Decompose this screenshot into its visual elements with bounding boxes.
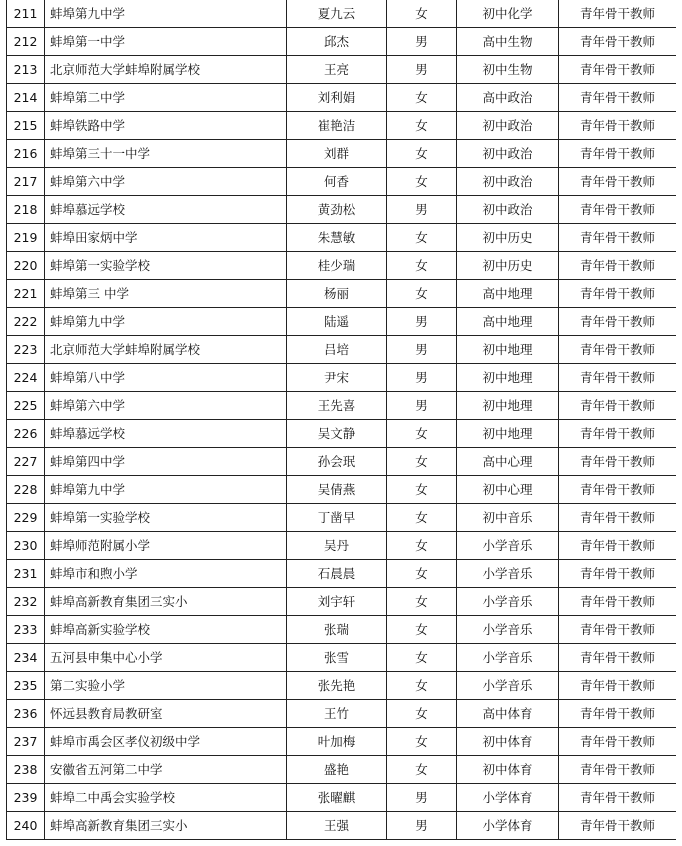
teacher-name-cell: 尹宋 bbox=[287, 364, 387, 392]
table-row bbox=[7, 448, 677, 476]
subject-cell: 初中历史 bbox=[457, 252, 559, 280]
school-cell: 蚌埠第九中学 bbox=[45, 476, 287, 504]
table-row bbox=[7, 644, 677, 672]
school-cell: 蚌埠慕远学校 bbox=[45, 420, 287, 448]
table-row bbox=[7, 168, 677, 196]
teacher-list-sheet bbox=[6, 0, 676, 846]
title-cell: 青年骨干教师 bbox=[559, 224, 677, 252]
subject-cell: 小学音乐 bbox=[457, 532, 559, 560]
teacher-name-cell: 王强 bbox=[287, 812, 387, 840]
table-row bbox=[7, 476, 677, 504]
title-cell: 青年骨干教师 bbox=[559, 448, 677, 476]
gender-cell: 女 bbox=[387, 644, 457, 672]
subject-cell: 初中政治 bbox=[457, 112, 559, 140]
row-number-cell: 216 bbox=[7, 140, 45, 168]
title-cell: 青年骨干教师 bbox=[559, 336, 677, 364]
school-cell: 蚌埠第四中学 bbox=[45, 448, 287, 476]
row-number-cell: 226 bbox=[7, 420, 45, 448]
gender-cell: 男 bbox=[387, 196, 457, 224]
school-cell: 蚌埠高新教育集团三实小 bbox=[45, 588, 287, 616]
school-cell: 蚌埠第一实验学校 bbox=[45, 252, 287, 280]
teacher-name-cell: 崔艳洁 bbox=[287, 112, 387, 140]
teacher-name-cell: 张瑞 bbox=[287, 616, 387, 644]
table-row bbox=[7, 700, 677, 728]
subject-cell: 高中生物 bbox=[457, 28, 559, 56]
table-row bbox=[7, 420, 677, 448]
row-number-cell: 214 bbox=[7, 84, 45, 112]
subject-cell: 初中地理 bbox=[457, 392, 559, 420]
table-row bbox=[7, 728, 677, 756]
subject-cell: 初中地理 bbox=[457, 336, 559, 364]
row-number-cell: 230 bbox=[7, 532, 45, 560]
row-number-cell: 234 bbox=[7, 644, 45, 672]
table-row bbox=[7, 560, 677, 588]
row-number-cell: 240 bbox=[7, 812, 45, 840]
subject-cell: 高中政治 bbox=[457, 84, 559, 112]
table-row bbox=[7, 336, 677, 364]
title-cell: 青年骨干教师 bbox=[559, 700, 677, 728]
subject-cell: 小学音乐 bbox=[457, 588, 559, 616]
gender-cell: 女 bbox=[387, 588, 457, 616]
school-cell: 蚌埠铁路中学 bbox=[45, 112, 287, 140]
teacher-name-cell: 王先喜 bbox=[287, 392, 387, 420]
gender-cell: 男 bbox=[387, 364, 457, 392]
row-number-cell: 222 bbox=[7, 308, 45, 336]
table-row bbox=[7, 532, 677, 560]
table-row bbox=[7, 224, 677, 252]
gender-cell: 女 bbox=[387, 140, 457, 168]
school-cell: 蚌埠二中禹会实验学校 bbox=[45, 784, 287, 812]
row-number-cell: 229 bbox=[7, 504, 45, 532]
teacher-name-cell: 邱杰 bbox=[287, 28, 387, 56]
gender-cell: 男 bbox=[387, 308, 457, 336]
subject-cell: 小学音乐 bbox=[457, 644, 559, 672]
teacher-name-cell: 王亮 bbox=[287, 56, 387, 84]
title-cell: 青年骨干教师 bbox=[559, 56, 677, 84]
row-number-cell: 237 bbox=[7, 728, 45, 756]
school-cell: 蚌埠市禹会区孝仪初级中学 bbox=[45, 728, 287, 756]
subject-cell: 小学音乐 bbox=[457, 672, 559, 700]
gender-cell: 女 bbox=[387, 420, 457, 448]
title-cell: 青年骨干教师 bbox=[559, 308, 677, 336]
gender-cell: 女 bbox=[387, 280, 457, 308]
subject-cell: 高中地理 bbox=[457, 308, 559, 336]
teacher-name-cell: 黄劲松 bbox=[287, 196, 387, 224]
teacher-name-cell: 吕培 bbox=[287, 336, 387, 364]
school-cell: 蚌埠第三十一中学 bbox=[45, 140, 287, 168]
title-cell: 青年骨干教师 bbox=[559, 560, 677, 588]
school-cell: 蚌埠第一实验学校 bbox=[45, 504, 287, 532]
gender-cell: 男 bbox=[387, 784, 457, 812]
gender-cell: 女 bbox=[387, 560, 457, 588]
subject-cell: 初中体育 bbox=[457, 728, 559, 756]
table-row bbox=[7, 140, 677, 168]
school-cell: 蚌埠第六中学 bbox=[45, 392, 287, 420]
row-number-cell: 215 bbox=[7, 112, 45, 140]
row-number-cell: 225 bbox=[7, 392, 45, 420]
row-number-cell: 211 bbox=[7, 0, 45, 28]
row-number-cell: 236 bbox=[7, 700, 45, 728]
gender-cell: 男 bbox=[387, 812, 457, 840]
teacher-name-cell: 叶加梅 bbox=[287, 728, 387, 756]
table-row bbox=[7, 0, 677, 28]
table-row bbox=[7, 812, 677, 840]
teacher-name-cell: 何香 bbox=[287, 168, 387, 196]
gender-cell: 女 bbox=[387, 0, 457, 28]
subject-cell: 初中政治 bbox=[457, 168, 559, 196]
school-cell: 蚌埠第八中学 bbox=[45, 364, 287, 392]
table-row bbox=[7, 672, 677, 700]
table-row bbox=[7, 56, 677, 84]
title-cell: 青年骨干教师 bbox=[559, 392, 677, 420]
school-cell: 蚌埠田家炳中学 bbox=[45, 224, 287, 252]
title-cell: 青年骨干教师 bbox=[559, 588, 677, 616]
school-cell: 蚌埠第二中学 bbox=[45, 84, 287, 112]
title-cell: 青年骨干教师 bbox=[559, 532, 677, 560]
gender-cell: 男 bbox=[387, 28, 457, 56]
table-row bbox=[7, 308, 677, 336]
title-cell: 青年骨干教师 bbox=[559, 504, 677, 532]
title-cell: 青年骨干教师 bbox=[559, 756, 677, 784]
teacher-name-cell: 夏九云 bbox=[287, 0, 387, 28]
teacher-name-cell: 丁凿早 bbox=[287, 504, 387, 532]
subject-cell: 高中心理 bbox=[457, 448, 559, 476]
title-cell: 青年骨干教师 bbox=[559, 0, 677, 28]
title-cell: 青年骨干教师 bbox=[559, 644, 677, 672]
teacher-name-cell: 刘群 bbox=[287, 140, 387, 168]
table-row bbox=[7, 504, 677, 532]
table-row bbox=[7, 112, 677, 140]
subject-cell: 高中体育 bbox=[457, 700, 559, 728]
gender-cell: 女 bbox=[387, 168, 457, 196]
school-cell: 蚌埠第三 中学 bbox=[45, 280, 287, 308]
gender-cell: 女 bbox=[387, 504, 457, 532]
teacher-name-cell: 张曜麒 bbox=[287, 784, 387, 812]
row-number-cell: 238 bbox=[7, 756, 45, 784]
row-number-cell: 223 bbox=[7, 336, 45, 364]
gender-cell: 女 bbox=[387, 616, 457, 644]
teacher-name-cell: 石晨晨 bbox=[287, 560, 387, 588]
school-cell: 蚌埠第九中学 bbox=[45, 308, 287, 336]
school-cell: 第二实验小学 bbox=[45, 672, 287, 700]
teacher-name-cell: 盛艳 bbox=[287, 756, 387, 784]
gender-cell: 男 bbox=[387, 392, 457, 420]
school-cell: 蚌埠师范附属小学 bbox=[45, 532, 287, 560]
title-cell: 青年骨干教师 bbox=[559, 364, 677, 392]
gender-cell: 女 bbox=[387, 700, 457, 728]
school-cell: 北京师范大学蚌埠附属学校 bbox=[45, 56, 287, 84]
school-cell: 怀远县教育局教研室 bbox=[45, 700, 287, 728]
gender-cell: 女 bbox=[387, 84, 457, 112]
teacher-name-cell: 桂少瑞 bbox=[287, 252, 387, 280]
row-number-cell: 218 bbox=[7, 196, 45, 224]
school-cell: 蚌埠高新实验学校 bbox=[45, 616, 287, 644]
title-cell: 青年骨干教师 bbox=[559, 168, 677, 196]
title-cell: 青年骨干教师 bbox=[559, 28, 677, 56]
title-cell: 青年骨干教师 bbox=[559, 672, 677, 700]
subject-cell: 初中化学 bbox=[457, 0, 559, 28]
subject-cell: 小学音乐 bbox=[457, 616, 559, 644]
row-number-cell: 233 bbox=[7, 616, 45, 644]
title-cell: 青年骨干教师 bbox=[559, 280, 677, 308]
school-cell: 蚌埠慕远学校 bbox=[45, 196, 287, 224]
table-row bbox=[7, 252, 677, 280]
school-cell: 安徽省五河第二中学 bbox=[45, 756, 287, 784]
teacher-name-cell: 孙会珉 bbox=[287, 448, 387, 476]
table-row bbox=[7, 196, 677, 224]
subject-cell: 初中政治 bbox=[457, 140, 559, 168]
subject-cell: 高中地理 bbox=[457, 280, 559, 308]
gender-cell: 女 bbox=[387, 112, 457, 140]
row-number-cell: 219 bbox=[7, 224, 45, 252]
title-cell: 青年骨干教师 bbox=[559, 812, 677, 840]
gender-cell: 男 bbox=[387, 336, 457, 364]
teacher-table-body bbox=[7, 0, 677, 840]
table-row bbox=[7, 364, 677, 392]
gender-cell: 男 bbox=[387, 56, 457, 84]
subject-cell: 初中生物 bbox=[457, 56, 559, 84]
subject-cell: 小学体育 bbox=[457, 784, 559, 812]
gender-cell: 女 bbox=[387, 728, 457, 756]
school-cell: 五河县申集中心小学 bbox=[45, 644, 287, 672]
subject-cell: 初中政治 bbox=[457, 196, 559, 224]
school-cell: 蚌埠市和煦小学 bbox=[45, 560, 287, 588]
title-cell: 青年骨干教师 bbox=[559, 784, 677, 812]
school-cell: 蚌埠高新教育集团三实小 bbox=[45, 812, 287, 840]
subject-cell: 小学音乐 bbox=[457, 560, 559, 588]
title-cell: 青年骨干教师 bbox=[559, 476, 677, 504]
row-number-cell: 221 bbox=[7, 280, 45, 308]
subject-cell: 初中地理 bbox=[457, 364, 559, 392]
gender-cell: 女 bbox=[387, 532, 457, 560]
row-number-cell: 224 bbox=[7, 364, 45, 392]
subject-cell: 初中历史 bbox=[457, 224, 559, 252]
table-row bbox=[7, 784, 677, 812]
table-row bbox=[7, 280, 677, 308]
row-number-cell: 227 bbox=[7, 448, 45, 476]
subject-cell: 初中音乐 bbox=[457, 504, 559, 532]
teacher-name-cell: 吴倩燕 bbox=[287, 476, 387, 504]
title-cell: 青年骨干教师 bbox=[559, 252, 677, 280]
subject-cell: 初中地理 bbox=[457, 420, 559, 448]
row-number-cell: 235 bbox=[7, 672, 45, 700]
gender-cell: 女 bbox=[387, 252, 457, 280]
subject-cell: 初中体育 bbox=[457, 756, 559, 784]
table-row bbox=[7, 28, 677, 56]
row-number-cell: 220 bbox=[7, 252, 45, 280]
teacher-name-cell: 王竹 bbox=[287, 700, 387, 728]
table-row bbox=[7, 588, 677, 616]
teacher-name-cell: 张雪 bbox=[287, 644, 387, 672]
row-number-cell: 213 bbox=[7, 56, 45, 84]
subject-cell: 小学体育 bbox=[457, 812, 559, 840]
table-row bbox=[7, 756, 677, 784]
row-number-cell: 217 bbox=[7, 168, 45, 196]
teacher-name-cell: 张先艳 bbox=[287, 672, 387, 700]
teacher-name-cell: 陆遥 bbox=[287, 308, 387, 336]
teacher-name-cell: 朱慧敏 bbox=[287, 224, 387, 252]
teacher-name-cell: 杨丽 bbox=[287, 280, 387, 308]
school-cell: 蚌埠第九中学 bbox=[45, 0, 287, 28]
title-cell: 青年骨干教师 bbox=[559, 84, 677, 112]
row-number-cell: 239 bbox=[7, 784, 45, 812]
row-number-cell: 228 bbox=[7, 476, 45, 504]
row-number-cell: 232 bbox=[7, 588, 45, 616]
gender-cell: 女 bbox=[387, 476, 457, 504]
title-cell: 青年骨干教师 bbox=[559, 616, 677, 644]
teacher-table bbox=[6, 0, 676, 840]
school-cell: 蚌埠第六中学 bbox=[45, 168, 287, 196]
subject-cell: 初中心理 bbox=[457, 476, 559, 504]
teacher-name-cell: 刘利娟 bbox=[287, 84, 387, 112]
title-cell: 青年骨干教师 bbox=[559, 112, 677, 140]
school-cell: 蚌埠第一中学 bbox=[45, 28, 287, 56]
title-cell: 青年骨干教师 bbox=[559, 196, 677, 224]
row-number-cell: 212 bbox=[7, 28, 45, 56]
table-row bbox=[7, 616, 677, 644]
title-cell: 青年骨干教师 bbox=[559, 728, 677, 756]
teacher-name-cell: 吴丹 bbox=[287, 532, 387, 560]
gender-cell: 女 bbox=[387, 756, 457, 784]
teacher-name-cell: 刘宇轩 bbox=[287, 588, 387, 616]
table-row bbox=[7, 392, 677, 420]
title-cell: 青年骨干教师 bbox=[559, 420, 677, 448]
school-cell: 北京师范大学蚌埠附属学校 bbox=[45, 336, 287, 364]
gender-cell: 女 bbox=[387, 672, 457, 700]
gender-cell: 女 bbox=[387, 224, 457, 252]
gender-cell: 女 bbox=[387, 448, 457, 476]
row-number-cell: 231 bbox=[7, 560, 45, 588]
table-row bbox=[7, 84, 677, 112]
title-cell: 青年骨干教师 bbox=[559, 140, 677, 168]
teacher-name-cell: 吴文静 bbox=[287, 420, 387, 448]
